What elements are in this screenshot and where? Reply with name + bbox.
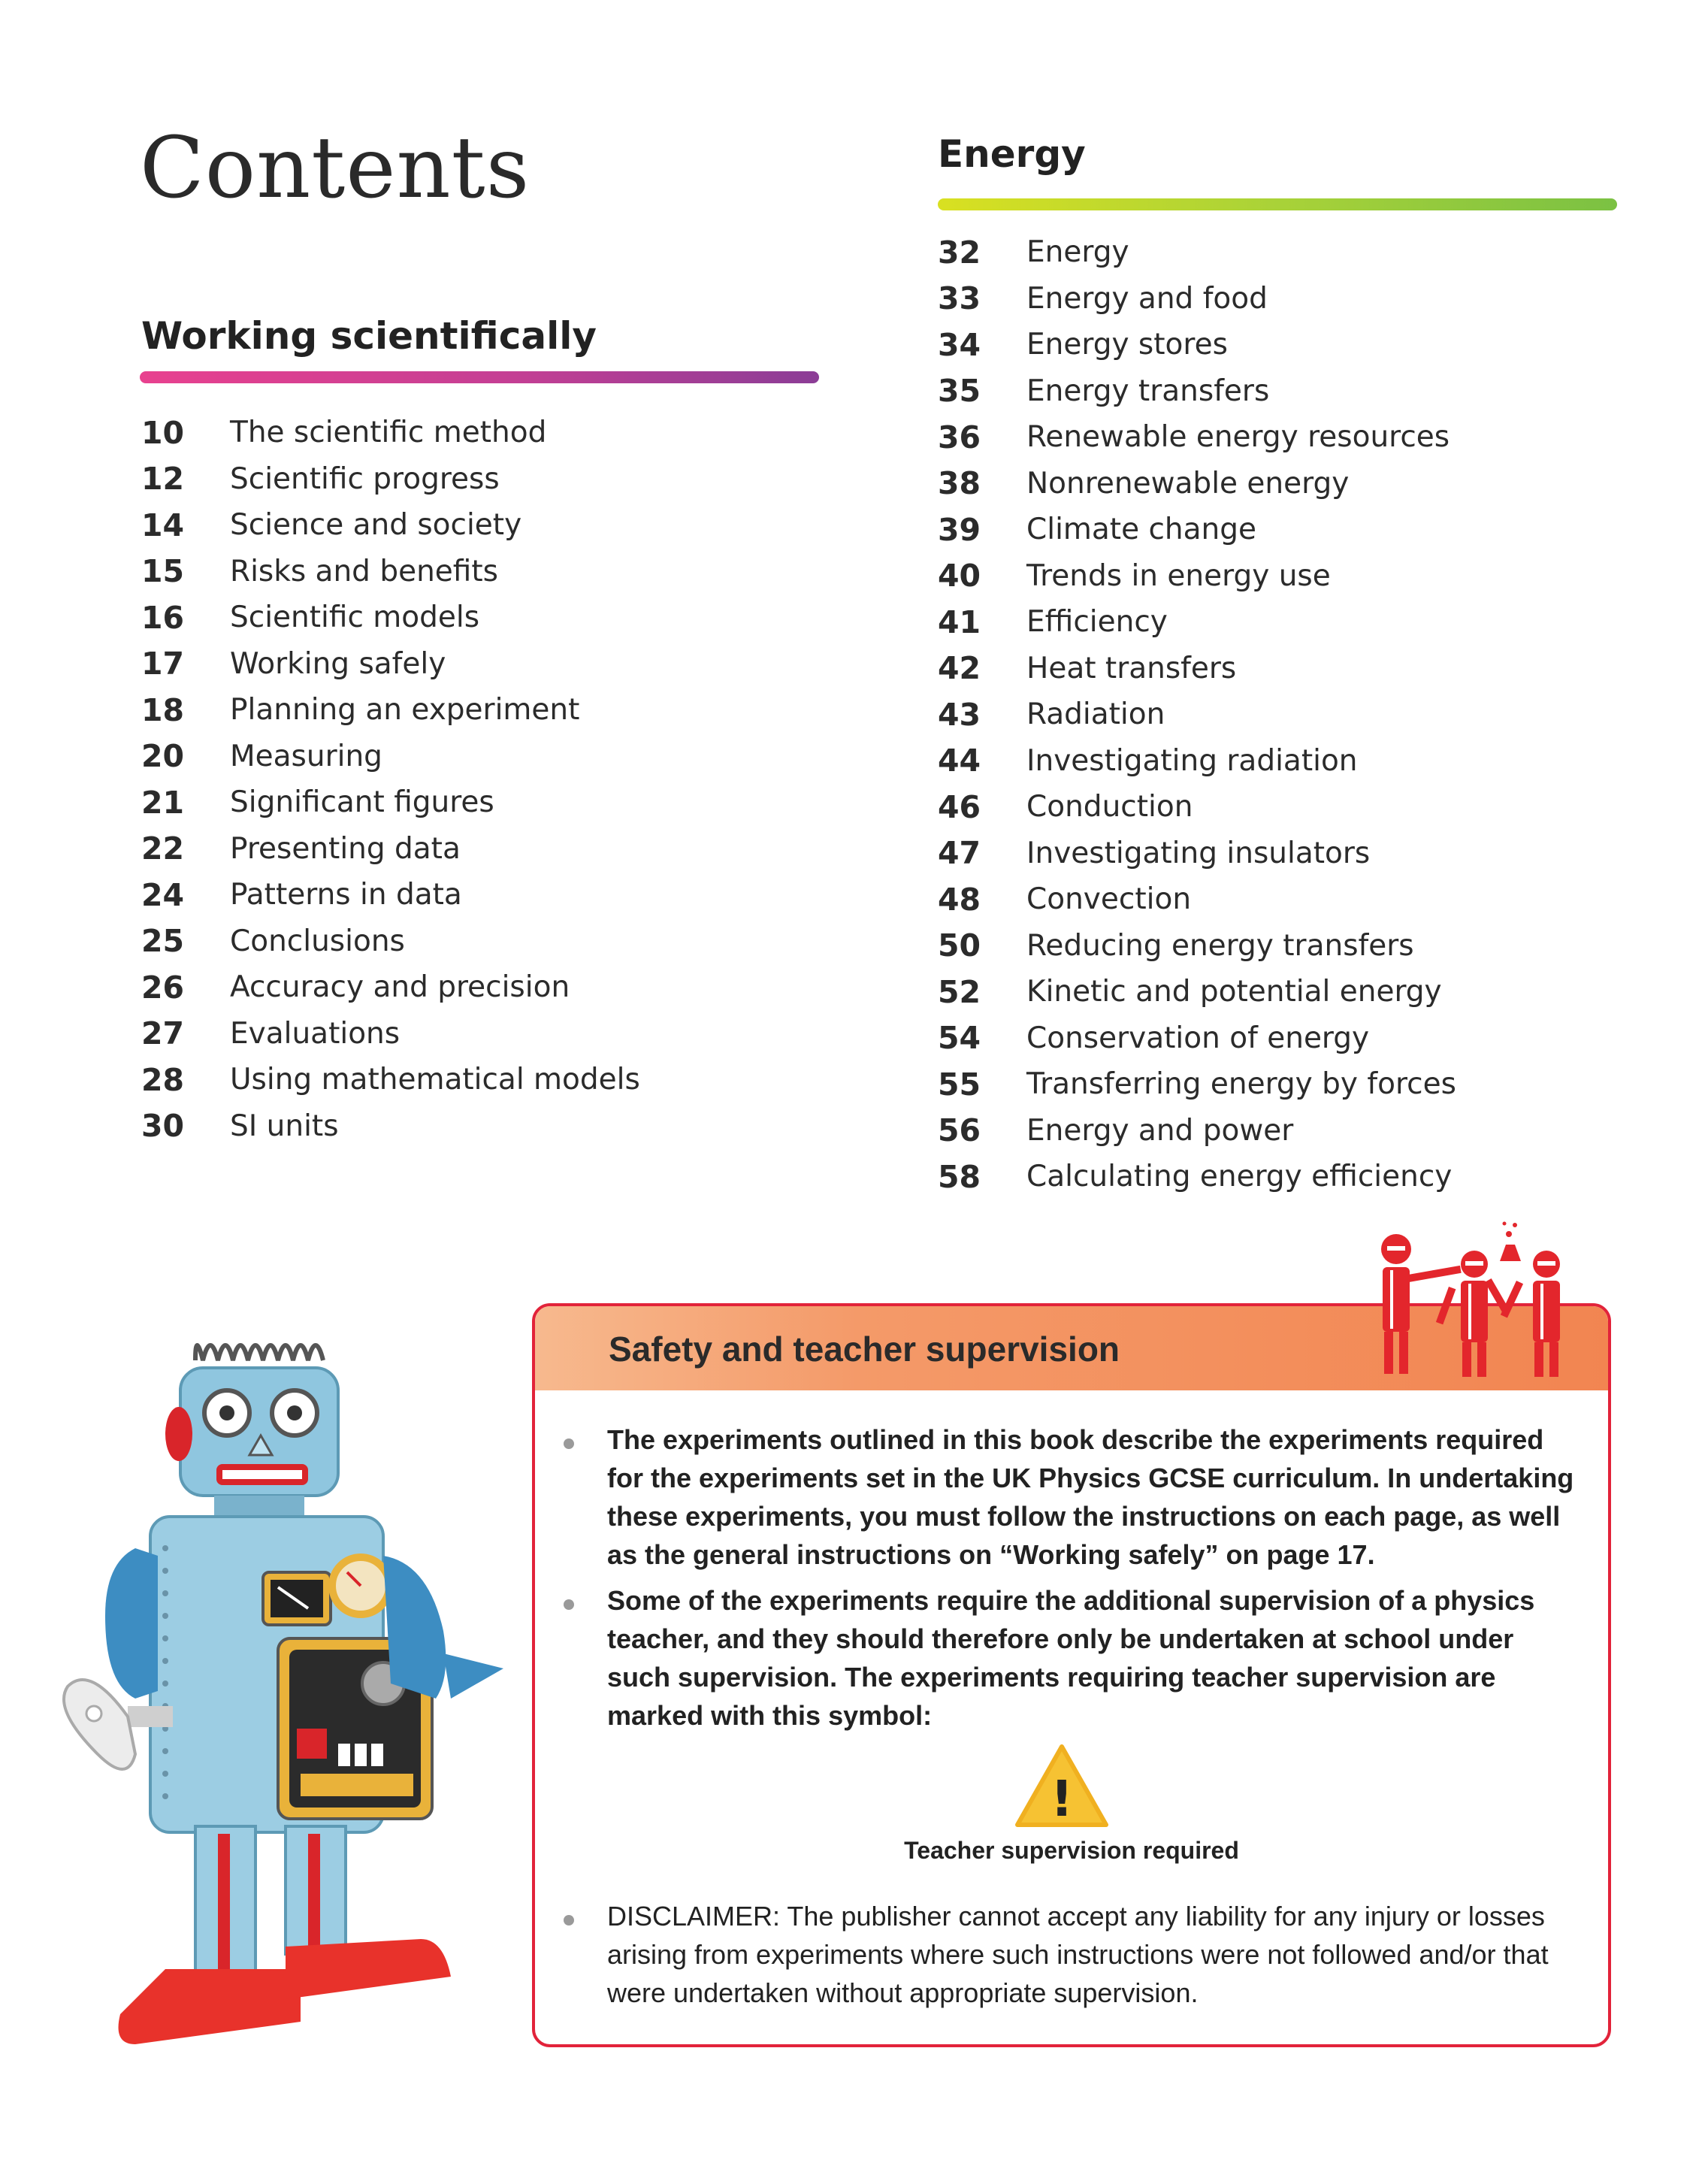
toc-page-number: 48 [938, 881, 981, 918]
toc-page-number: 42 [938, 650, 981, 687]
toc-entry-title: Measuring [230, 739, 382, 773]
toc-page-number: 34 [938, 326, 981, 363]
toc-entry-title: Reducing energy transfers [1026, 928, 1414, 963]
toc-page-number: 39 [938, 511, 981, 548]
toc-page-number: 58 [938, 1158, 981, 1195]
energy-entry [938, 507, 1456, 553]
warning-symbol: ! [1050, 1770, 1074, 1828]
working-scientifically-entry [141, 918, 640, 965]
toc-entry-title: Energy and food [1026, 281, 1268, 316]
energy-entry [938, 738, 1456, 785]
toc-page-number: 50 [938, 927, 981, 964]
energy-entry [938, 414, 1456, 461]
toc-entry-title: Energy and power [1026, 1113, 1294, 1148]
toc-page-number: 38 [938, 465, 981, 502]
toc-page-number: 41 [938, 604, 981, 640]
toc-page-number: 18 [141, 691, 185, 728]
toc-page-number: 30 [141, 1108, 185, 1145]
toc-entry-title: Energy stores [1026, 328, 1228, 362]
working-scientifically-entry [141, 410, 640, 456]
toc-page-number: 25 [141, 923, 185, 960]
energy-entry [938, 691, 1456, 738]
toc-entry-title: Patterns in data [230, 878, 462, 912]
toc-page-number: 40 [938, 558, 981, 594]
toc-entry-title: Convection [1026, 882, 1192, 917]
toc-entry-title: Evaluations [230, 1016, 401, 1051]
toc-entry-title: Using mathematical models [230, 1063, 640, 1097]
safety-disclaimer: DISCLAIMER: The publisher cannot accept any liability for any injury or losses arising from experiments where such instructions were not followed and/or that were undertaken without appropriate supervision. [607, 1901, 1549, 2008]
toc-entry-title: Heat transfers [1026, 651, 1237, 685]
working-scientifically-entry [141, 1057, 640, 1103]
bullet-icon [564, 1915, 574, 1926]
scientist-figures-icon [1360, 1218, 1586, 1390]
working-scientifically-entry [141, 594, 640, 641]
working-scientifically-entry [141, 779, 640, 826]
toc-page-number: 26 [141, 969, 185, 1006]
toc-entry-title: Energy [1026, 235, 1129, 270]
energy-entry [938, 830, 1456, 877]
toc-page-number: 16 [141, 599, 185, 636]
toc-entry-title: Investigating radiation [1026, 743, 1358, 778]
energy-entry [938, 1154, 1456, 1200]
toc-entry-title: Trends in energy use [1026, 558, 1331, 593]
robot-foot-left [119, 1969, 301, 2044]
toc-page-number: 32 [938, 234, 981, 271]
toc-entry-title: SI units [230, 1109, 339, 1143]
toc-page-number: 55 [938, 1066, 981, 1103]
energy-entry [938, 876, 1456, 923]
toc-entry-title: The scientific method [230, 416, 547, 450]
energy-entry [938, 784, 1456, 830]
robot-illustration [53, 1308, 571, 2067]
toc-entry-title: Accuracy and precision [230, 970, 570, 1005]
bullet-icon [564, 1438, 574, 1449]
working-scientifically-heading: Working scientifically [141, 314, 597, 358]
toc-entry-title: Conclusions [230, 924, 405, 958]
toc-entry-title: Investigating insulators [1026, 836, 1371, 870]
toc-entry-title: Planning an experiment [230, 693, 580, 728]
energy-entry [938, 599, 1456, 646]
toc-entry-title: Kinetic and potential energy [1026, 975, 1442, 1009]
energy-list [938, 229, 1456, 1200]
warning-caption: Teacher supervision required [904, 1837, 1239, 1864]
safety-title: Safety and teacher supervision [609, 1330, 1120, 1369]
page-title: Contents [140, 119, 531, 217]
toc-entry-title: Calculating energy efficiency [1026, 1160, 1453, 1194]
energy-entry [938, 368, 1456, 415]
robot-foot-right [286, 1939, 451, 1999]
bullet-icon [564, 1599, 574, 1610]
toc-entry-title: Science and society [230, 508, 522, 543]
toc-entry-title: Renewable energy resources [1026, 420, 1450, 455]
working-scientifically-entry [141, 1011, 640, 1057]
toc-entry-title: Climate change [1026, 513, 1257, 547]
toc-entry-title: Conduction [1026, 790, 1193, 824]
working-scientifically-entry [141, 964, 640, 1011]
energy-entry [938, 1015, 1456, 1062]
toc-entry-title: Scientific models [230, 600, 480, 635]
energy-rule [938, 198, 1617, 210]
toc-page-number: 28 [141, 1061, 185, 1098]
toc-entry-title: Radiation [1026, 697, 1165, 732]
energy-entry [938, 923, 1456, 970]
toc-page-number: 47 [938, 835, 981, 872]
safety-paragraph-2: Some of the experiments require the additional supervision of a physics teacher, and they should therefore only be undertaken at school under such supervision. The experiments requiring teacher supervision are marked with this symbol: [607, 1585, 1535, 1731]
working-scientifically-entry [141, 549, 640, 595]
robot-arm-right [383, 1556, 446, 1699]
energy-entry [938, 1108, 1456, 1154]
working-scientifically-entry [141, 872, 640, 918]
energy-entry [938, 553, 1456, 600]
warning-triangle-icon [1013, 1742, 1111, 1829]
working-scientifically-entry [141, 502, 640, 549]
toc-page-number: 44 [938, 743, 981, 779]
toc-page-number: 12 [141, 461, 185, 498]
toc-entry-title: Significant figures [230, 785, 494, 820]
toc-entry-title: Energy transfers [1026, 374, 1270, 408]
toc-entry-title: Working safely [230, 646, 446, 681]
robot-ear [165, 1407, 192, 1461]
toc-page-number: 15 [141, 553, 185, 590]
toc-entry-title: Risks and benefits [230, 554, 498, 588]
working-scientifically-entry [141, 734, 640, 780]
working-scientifically-list [141, 410, 640, 1149]
toc-page-number: 33 [938, 280, 981, 317]
energy-entry [938, 229, 1456, 276]
safety-box [532, 1303, 1611, 2047]
working-scientifically-rule [140, 371, 819, 383]
toc-entry-title: Transferring energy by forces [1026, 1067, 1456, 1102]
toc-entry-title: Scientific progress [230, 461, 500, 496]
toc-page-number: 22 [141, 830, 185, 867]
toc-page-number: 24 [141, 876, 185, 913]
energy-entry [938, 969, 1456, 1015]
toc-entry-title: Efficiency [1026, 605, 1168, 640]
toc-entry-title: Conservation of energy [1026, 1021, 1370, 1055]
toc-page-number: 17 [141, 646, 185, 682]
toc-entry-title: Presenting data [230, 831, 461, 866]
working-scientifically-entry [141, 826, 640, 873]
safety-paragraph-1: The experiments outlined in this book describe the experiments required for the experiments set in the UK Physics GCSE curriculum. In undertaking these experiments, you must follow the instructions on each page, as well as the general instructions on “Working safely” on page 17. [607, 1424, 1574, 1570]
working-scientifically-entry [141, 687, 640, 734]
toc-page-number: 20 [141, 738, 185, 775]
toc-page-number: 36 [938, 419, 981, 455]
toc-page-number: 21 [141, 784, 185, 821]
energy-entry [938, 276, 1456, 322]
toc-page-number: 56 [938, 1112, 981, 1149]
working-scientifically-entry [141, 456, 640, 503]
robot-arm-left [105, 1548, 158, 1699]
energy-entry [938, 646, 1456, 692]
toc-page-number: 14 [141, 507, 185, 543]
working-scientifically-entry [141, 1103, 640, 1150]
toc-entry-title: Nonrenewable energy [1026, 466, 1350, 501]
toc-page-number: 35 [938, 373, 981, 410]
energy-entry [938, 1061, 1456, 1108]
toc-page-number: 43 [938, 696, 981, 733]
toc-page-number: 52 [938, 973, 981, 1010]
toc-page-number: 46 [938, 788, 981, 825]
toc-page-number: 27 [141, 1015, 185, 1052]
working-scientifically-entry [141, 641, 640, 688]
energy-entry [938, 322, 1456, 368]
toc-page-number: 54 [938, 1020, 981, 1057]
energy-entry [938, 461, 1456, 507]
toc-page-number: 10 [141, 414, 185, 451]
robot-antenna [195, 1345, 323, 1360]
energy-heading: Energy [938, 132, 1086, 176]
